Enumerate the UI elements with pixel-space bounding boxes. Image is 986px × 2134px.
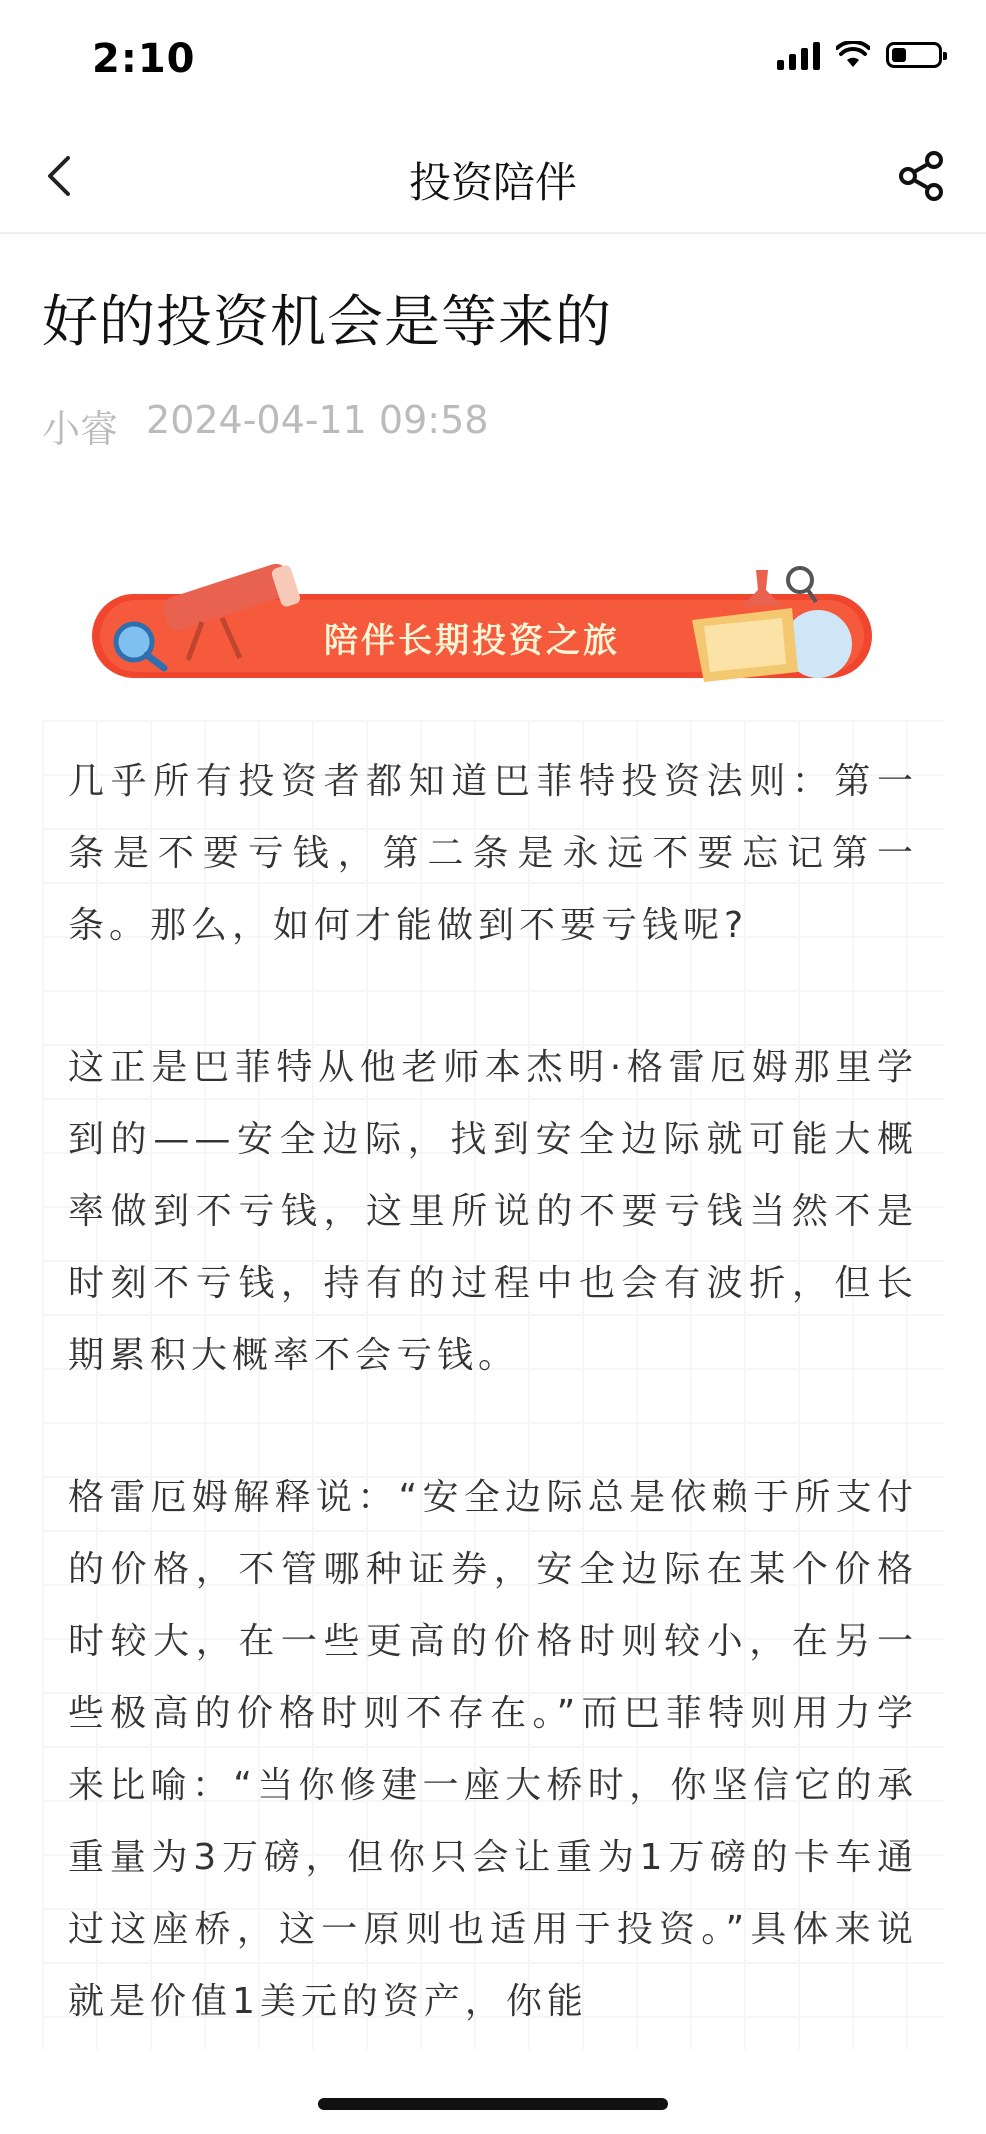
article-paragraph: 格雷厄姆解释说：“安全边际总是依赖于所支付的价格，不管哪种证券，安全边际在某个价格时较大，在一些更高的价格时则较小，在另一些极高的价格时则不存在。”而巴菲特则用力学来比喻：“当你修建一座大桥时，你坚信它的承重量为3万磅，但你只会让重为1万磅的卡车通过这座桥，这一原则也适用于投资。”具体来说就是价值1美元的资产，你能: [68, 1477, 918, 2022]
share-icon: [894, 148, 950, 204]
wifi-icon: [836, 41, 870, 69]
article-meta: [42, 398, 488, 453]
status-time: 2:10: [92, 36, 196, 82]
nav-bar: [0, 120, 986, 234]
article-author: 小睿: [42, 407, 119, 451]
battery-icon: [886, 42, 942, 68]
article-title: 好的投资机会是等来的: [42, 290, 612, 355]
battery-level: [892, 48, 906, 62]
article-paragraph: 这正是巴菲特从他老师本杰明·格雷厄姆那里学到的——安全边际，找到安全边际就可能大概率做到不亏钱，这里所说的不要亏钱当然不是时刻不亏钱，持有的过程中也会有波折，但长期累积大概率不会亏钱。: [68, 1047, 918, 1376]
share-button[interactable]: [894, 148, 950, 204]
article-body: [42, 720, 944, 2050]
home-indicator[interactable]: [318, 2098, 668, 2110]
status-bar: [0, 0, 986, 120]
journey-banner: [92, 560, 872, 690]
banner-title: 陪伴长期投资之旅: [324, 621, 620, 661]
article-paragraph: 几乎所有投资者都知道巴菲特投资法则：第一条是不要亏钱，第二条是永远不要忘记第一条。那么，如何才能做到不要亏钱呢?: [68, 761, 918, 946]
page-title: 投资陪伴: [408, 158, 577, 207]
book-globe-icon: [692, 568, 852, 682]
status-icons: [777, 40, 942, 70]
cellular-signal-icon: [777, 40, 820, 70]
article-date: 2024-04-11 09:58: [146, 398, 489, 442]
